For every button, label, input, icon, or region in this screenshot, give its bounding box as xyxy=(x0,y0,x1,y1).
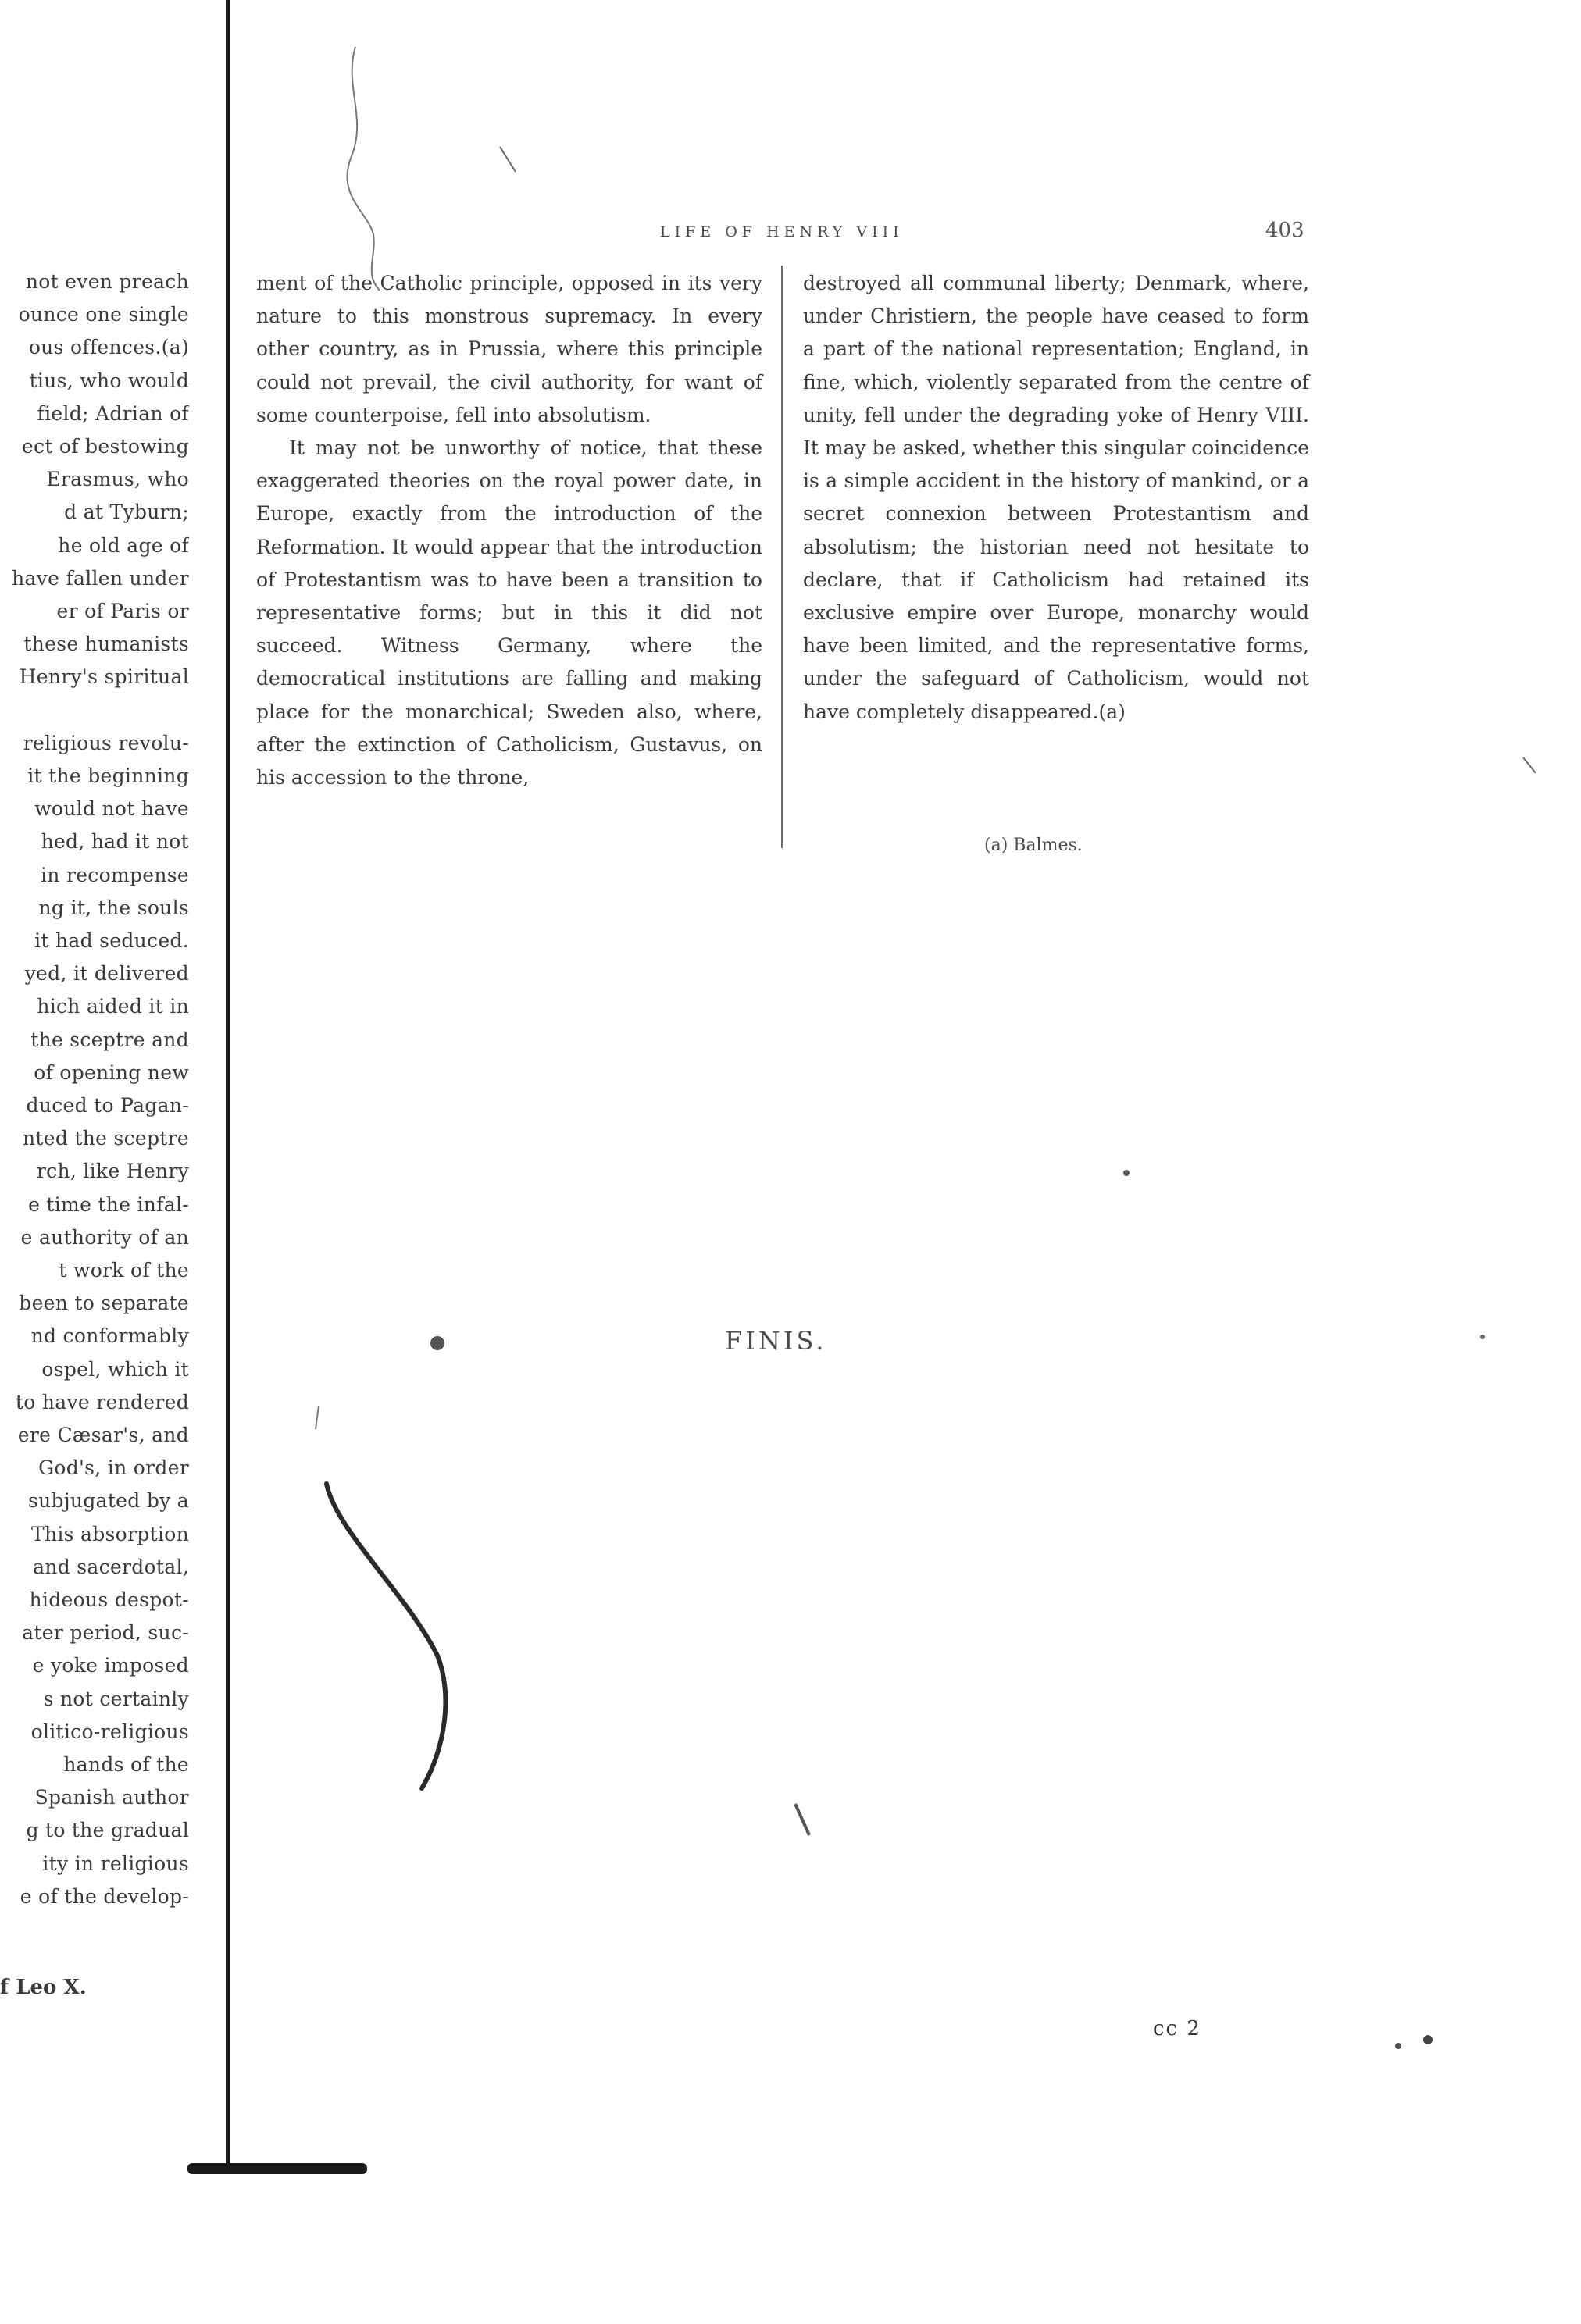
previous-page-line: hich aided it in xyxy=(37,995,189,1018)
middle-paragraph-1: ment of the Catholic principle, opposed in its very nature to this monstrous supremacy. In every other country, as in Prussia, where this principle could not prevail, the civil authority, for want of some counterpoise, fell into absolutism. xyxy=(256,272,762,426)
finis-text: FINIS. xyxy=(725,1326,827,1356)
previous-page-line: duced to Pagan- xyxy=(26,1094,189,1117)
previous-page-line: olitico-religious xyxy=(30,1720,189,1743)
right-paragraph-1: destroyed all communal liberty; Denmark, where, under Christiern, the people have ceased to form a part of the national representation; England, in fine, which, violently separated from the centre of unity, fell under the degrading yoke of Henry VIII. It may be asked, whether this singular coincidence is a simple accident in the history of mankind, or a secret connexion between Protestantism and absolutism; the historian need not hesitate to declare, that if Catholicism had retained its exclusive empire over Europe, monarchy would have been limited, and the representative forms, under the safeguard of Catholicism, would not have completely disappeared.(a) xyxy=(803,272,1309,723)
previous-page-line: ng it, the souls xyxy=(38,896,189,919)
middle-paragraph-2: It may not be unworthy of notice, that these exaggerated theories on the royal power date, in Europe, exactly from the introduction of the Reformation. It would appear that the introduction of Protestantism was to have been a transition to representative forms; but in this it did not succeed. Witness Germany, where the democratical institutions are falling and making place for the monarchical; Sweden also, where, after the extinction of Catholicism, Gustavus, on his accession to the throne, xyxy=(256,437,762,790)
previous-page-line: religious revolu- xyxy=(23,731,189,754)
right-edge-mark xyxy=(1523,757,1536,773)
previous-page-line: e of the develop- xyxy=(20,1884,189,1908)
previous-page-line: ere Cæsar's, and xyxy=(17,1424,189,1446)
previous-page-line: hed, had it not xyxy=(41,830,189,854)
previous-page-line: hideous despot- xyxy=(29,1588,189,1611)
previous-page-line: nted the sceptre xyxy=(22,1127,189,1150)
top-pencil-stroke xyxy=(347,47,380,290)
previous-page-line: been to separate xyxy=(19,1292,189,1315)
speck-2 xyxy=(1395,2043,1401,2049)
footnote: (a) Balmes. xyxy=(984,836,1083,855)
previous-page-line: e yoke imposed xyxy=(32,1654,189,1677)
previous-page-line: it had seduced. xyxy=(34,929,189,952)
previous-page-line: e time the infal- xyxy=(28,1192,189,1216)
previous-page-line: not even preach xyxy=(25,270,189,293)
previous-page-line: in recompense xyxy=(41,863,189,886)
previous-page-line: God's, in order xyxy=(38,1456,189,1480)
previous-page-line: would not have xyxy=(34,797,189,821)
previous-page-line: t work of the xyxy=(59,1259,189,1281)
left-tick xyxy=(316,1406,319,1429)
running-header-title: LIFE OF HENRY VIII xyxy=(660,223,904,241)
previous-page-line: Henry's spiritual xyxy=(19,665,189,689)
signature-mark: cc 2 xyxy=(1153,2017,1201,2041)
previous-page-line: nd conformably xyxy=(30,1324,189,1348)
previous-page-line: Erasmus, who xyxy=(46,468,189,491)
previous-page-line: g to the gradual xyxy=(26,1819,189,1842)
previous-page-line: it the beginning xyxy=(27,765,189,787)
previous-page-line: rch, like Henry xyxy=(36,1160,189,1183)
ink-blot xyxy=(430,1336,444,1350)
previous-page-line: of opening new xyxy=(34,1060,189,1084)
speck-3 xyxy=(1423,2035,1433,2044)
previous-page-line: ater period, suc- xyxy=(22,1621,189,1645)
previous-page-line: ounce one single xyxy=(18,303,189,326)
previous-page-line: have fallen under xyxy=(12,566,189,590)
previous-page-line: e authority of an xyxy=(20,1225,189,1249)
previous-page-footnote: f Leo X. xyxy=(0,1976,87,1999)
previous-page-line: tius, who would xyxy=(29,369,189,392)
previous-page-line: these humanists xyxy=(23,633,189,656)
page-number: 403 xyxy=(1265,219,1304,242)
previous-page-line: d at Tyburn; xyxy=(64,501,189,524)
speck-4 xyxy=(1480,1335,1485,1339)
previous-page-line: s not certainly xyxy=(43,1687,189,1710)
previous-page-line: he old age of xyxy=(58,533,189,557)
previous-page-line: to have rendered xyxy=(15,1390,189,1413)
previous-page-line: ous offences.(a) xyxy=(28,336,189,359)
previous-page-line: subjugated by a xyxy=(28,1489,189,1513)
previous-page-line: er of Paris or xyxy=(56,600,189,622)
previous-page-line: the sceptre and xyxy=(30,1028,189,1051)
previous-page-line: field; Adrian of xyxy=(37,401,189,425)
previous-page-line: and sacerdotal, xyxy=(33,1555,189,1578)
previous-page-line: This absorption xyxy=(31,1522,189,1545)
previous-page-line: ospel, which it xyxy=(41,1357,189,1381)
previous-page-line: yed, it delivered xyxy=(24,962,189,986)
curved-ink-stroke xyxy=(327,1484,445,1788)
speck-1 xyxy=(1123,1170,1130,1176)
previous-page-line: Spanish author xyxy=(34,1786,189,1809)
previous-page-line: hands of the xyxy=(63,1753,189,1776)
small-dash-mark xyxy=(795,1804,809,1835)
previous-page-line: ity in religious xyxy=(42,1852,189,1875)
previous-page-line: ect of bestowing xyxy=(21,435,189,458)
small-tick-mark xyxy=(500,147,516,172)
